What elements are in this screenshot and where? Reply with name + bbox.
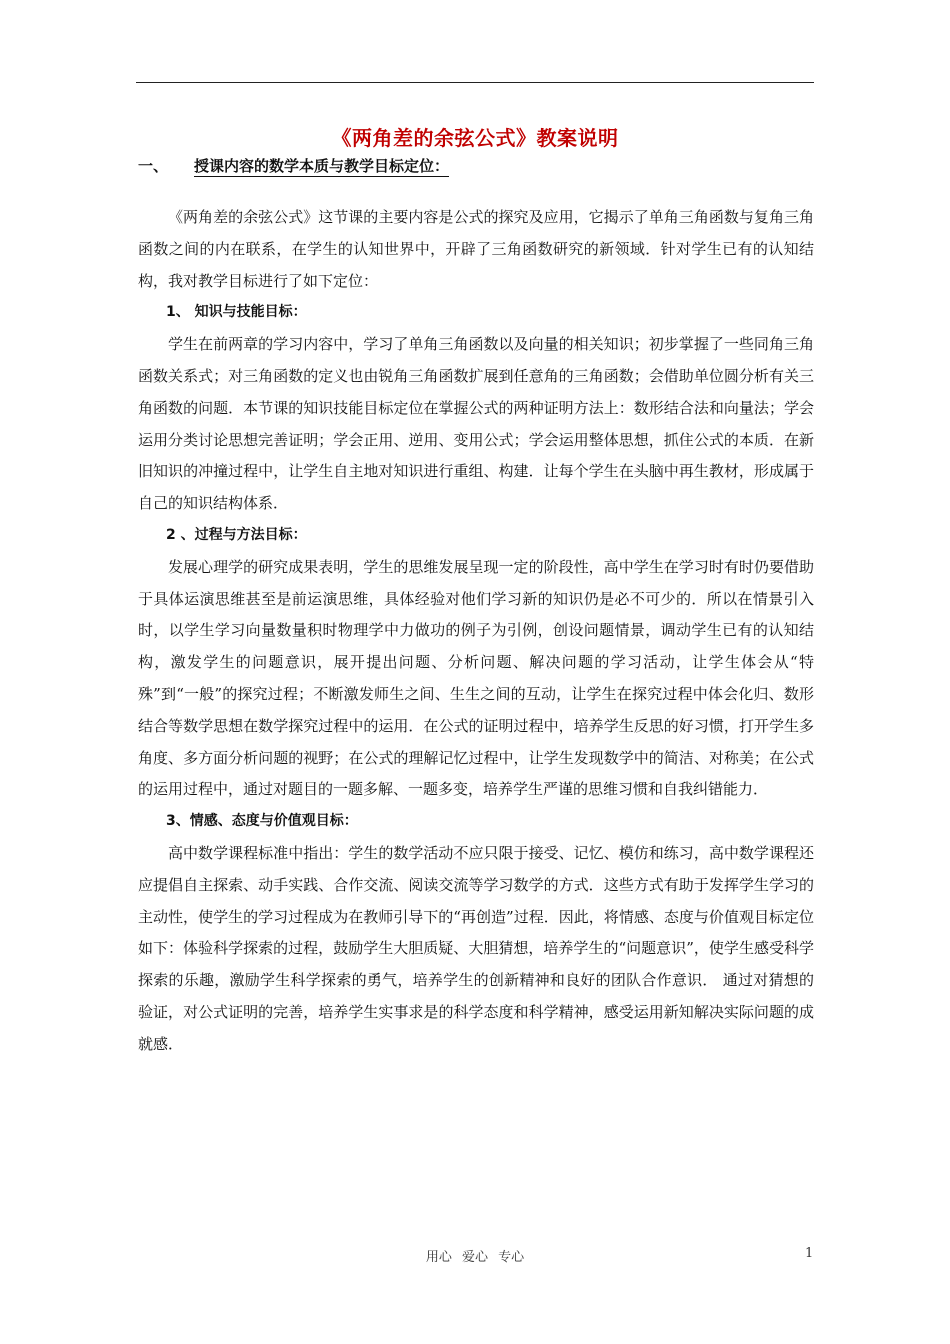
- header-rule: [136, 82, 814, 83]
- goal-heading-knowledge: 1、 知识与技能目标：: [166, 304, 307, 321]
- goal-heading-process: 2 、过程与方法目标：: [166, 526, 307, 543]
- footer-motto: 用心 爱心 专心: [425, 1250, 525, 1265]
- section-number: 一、: [138, 157, 169, 175]
- intro-paragraph: 《两角差的余弦公式》这节课的主要内容是公式的探究及应用，它揭示了单角三角函数与复角三角函数之间的内在联系，在学生的认知世界中，开辟了三角函数研究的新领域．针对学生已有的认知结构，我对教学目标进行了如下定位：: [138, 208, 814, 290]
- goal-heading-emotion: 3、情感、态度与价值观目标：: [166, 813, 358, 830]
- page-number: 1: [805, 1246, 814, 1261]
- goal-paragraph-process: 发展心理学的研究成果表明，学生的思维发展呈现一定的阶段性，高中学生在学习时有时仍要借助于具体运演思维甚至是前运演思维，具体经验对他们学习新的知识仍是必不可少的．所以在情景引入时，以学生学习向量数量积时物理学中力做功的例子为引例，创设问题情景，调动学生已有的认知结构，激发学生的问题意识，展开提出问题、分析问题、解决问题的学习活动，让学生体会从“特殊”到“一般”的探究过程；不断激发师生之间、生生之间的互动，让学生在探究过程中体会化归、数形结合等数学思想在数学探究过程中的运用．在公式的证明过程中，培养学生反思的好习惯，打开学生多角度、多方面分析问题的视野；在公式的理解记忆过程中，让学生发现数学中的简洁、对称美；在公式的运用过程中，通过对题目的一题多解、一题多变，培养学生严谨的思维习惯和自我纠错能力．: [138, 557, 814, 799]
- goal-paragraph-emotion: 高中数学课程标准中指出：学生的数学活动不应只限于接受、记忆、模仿和练习，高中数学课程还应提倡自主探索、动手实践、合作交流、阅读交流等学习数学的方式．这些方式有助于发挥学生学习的主动性，使学生的学习过程成为在教师引导下的“再创造”过程．因此，将情感、态度与价值观目标定位如下：体验科学探索的过程，鼓励学生大胆质疑、大胆猜想，培养学生的“问题意识”，使学生感受科学探索的乐趣，激励学生科学探索的勇气，培养学生的创新精神和良好的团队合作意识． 通过对猜想的验证，对公式证明的完善，培养学生实事求是的科学态度和科学精神，感受运用新知解决实际问题的成就感．: [138, 843, 814, 1053]
- document-body: [138, 202, 814, 1061]
- goal-paragraph-knowledge: 学生在前两章的学习内容中，学习了单角三角函数以及向量的相关知识；初步掌握了一些同角三角函数关系式；对三角函数的定义也由锐角三角函数扩展到任意角的三角函数；会借助单位圆分析有关三角函数的问题．本节课的知识技能目标定位在掌握公式的两种证明方法上：数形结合法和向量法；学会运用分类讨论思想完善证明；学会正用、逆用、变用公式；学会运用整体思想，抓住公式的本质．在新旧知识的冲撞过程中，让学生自主地对知识进行重组、构建．让每个学生在头脑中再生教材，形成属于自己的知识结构体系．: [138, 335, 814, 513]
- document-title: 《两角差的余弦公式》教案说明: [331, 126, 619, 150]
- section-heading: [138, 155, 818, 176]
- section-heading-text: 授课内容的数学本质与教学目标定位：: [194, 157, 450, 175]
